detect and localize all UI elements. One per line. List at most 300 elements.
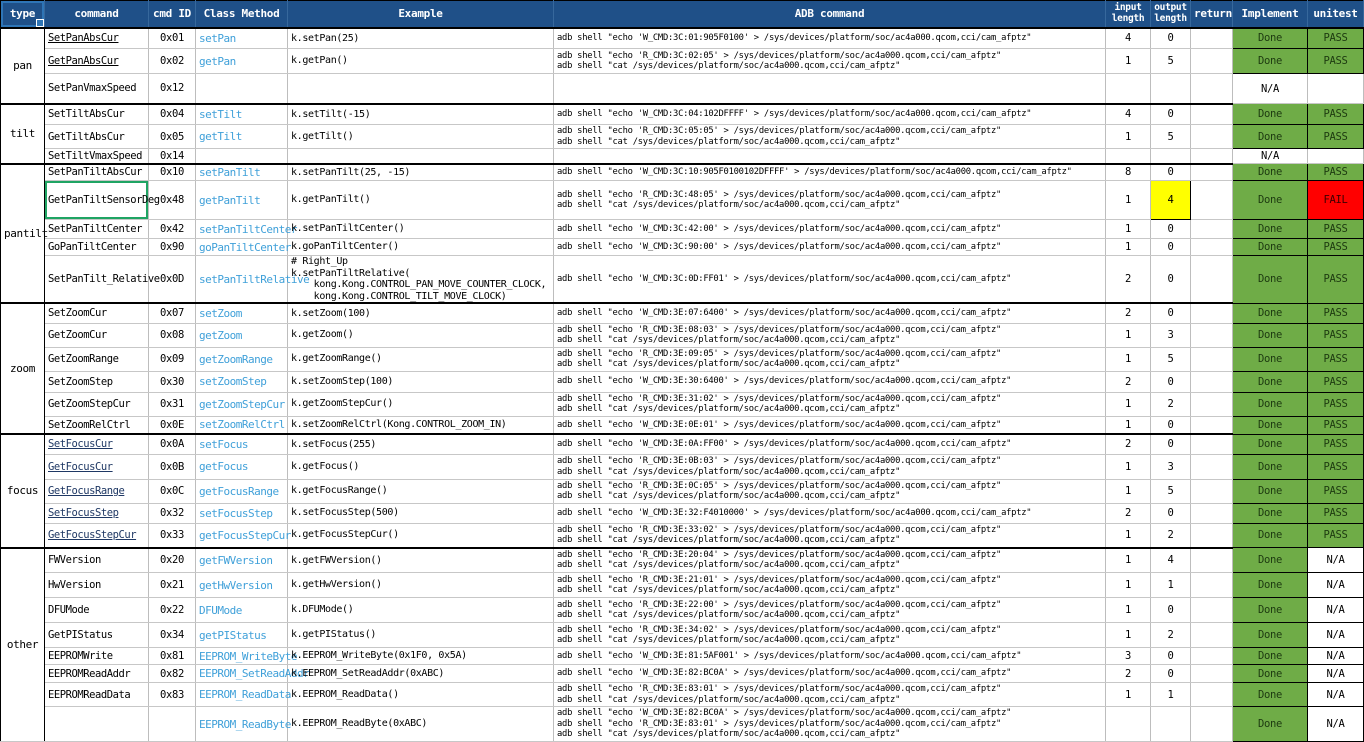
cell-cmd-id[interactable]: 0x20 — [149, 548, 196, 573]
cell-adb-command[interactable]: adb shell "echo 'W_CMD:3C:01:905F0100' > /sys/devices/platform/soc/ac4a000.qcom,cci/cam_afptz" — [554, 28, 1106, 49]
cell-class-method[interactable]: getTilt — [196, 125, 288, 149]
cell-class-method[interactable]: setZoomRelCtrl — [196, 416, 288, 434]
cell-command[interactable]: SetZoomStep — [45, 371, 149, 392]
cell-unitest[interactable]: PASS — [1308, 392, 1364, 416]
cell-example[interactable]: # Right_Up k.setPanTiltRelative( kong.Kong.CONTROL_PAN_MOVE_COUNTER_CLOCK, kong.Kong.CONTROL_TILT_MOVE_CLOCK) — [288, 256, 554, 304]
cell-cmd-id[interactable]: 0x81 — [149, 648, 196, 665]
cell-implement[interactable]: Done — [1233, 665, 1308, 683]
cell-return[interactable] — [1191, 164, 1233, 181]
cell-type-other[interactable]: other — [1, 548, 45, 742]
cell-return[interactable] — [1191, 707, 1233, 742]
cell-input-length[interactable]: 4 — [1106, 104, 1151, 125]
cell-implement[interactable]: Done — [1233, 371, 1308, 392]
cell-implement[interactable]: Done — [1233, 479, 1308, 503]
column-header-unitest[interactable]: unitest — [1308, 1, 1364, 28]
cell-input-length[interactable]: 1 — [1106, 479, 1151, 503]
cell-input-length[interactable]: 1 — [1106, 573, 1151, 598]
column-header-type[interactable]: type — [1, 1, 45, 28]
cell-class-method[interactable]: getFWVersion — [196, 548, 288, 573]
cell-implement[interactable]: Done — [1233, 323, 1308, 347]
column-header-input-length[interactable]: input length — [1106, 1, 1151, 28]
cell-class-method[interactable]: DFUMode — [196, 598, 288, 623]
cell-unitest[interactable]: PASS — [1308, 371, 1364, 392]
cell-command[interactable]: SetZoomCur — [45, 303, 149, 323]
cell-unitest[interactable]: N/A — [1308, 665, 1364, 683]
cell-input-length[interactable]: 1 — [1106, 181, 1151, 220]
cell-cmd-id[interactable]: 0x0C — [149, 479, 196, 503]
cell-cmd-id[interactable]: 0x09 — [149, 347, 196, 371]
cell-return[interactable] — [1191, 665, 1233, 683]
cell-cmd-id[interactable]: 0x22 — [149, 598, 196, 623]
cell-return[interactable] — [1191, 648, 1233, 665]
cell-unitest[interactable]: N/A — [1308, 548, 1364, 573]
cell-implement[interactable]: Done — [1233, 392, 1308, 416]
cell-cmd-id[interactable]: 0x01 — [149, 28, 196, 49]
cell-implement[interactable]: Done — [1233, 239, 1308, 256]
cell-return[interactable] — [1191, 104, 1233, 125]
cell-unitest[interactable]: PASS — [1308, 104, 1364, 125]
cell-return[interactable] — [1191, 239, 1233, 256]
cell-cmd-id[interactable]: 0x82 — [149, 665, 196, 683]
cell-class-method[interactable] — [196, 74, 288, 104]
cell-return[interactable] — [1191, 256, 1233, 304]
cell-class-method[interactable]: getFocusRange — [196, 479, 288, 503]
cell-adb-command[interactable] — [554, 74, 1106, 104]
cell-example[interactable] — [288, 149, 554, 164]
cell-implement[interactable]: Done — [1233, 303, 1308, 323]
cell-return[interactable] — [1191, 181, 1233, 220]
cell-unitest[interactable]: PASS — [1308, 28, 1364, 49]
cell-adb-command[interactable]: adb shell "echo 'R_CMD:3E:08:03' > /sys/devices/platform/soc/ac4a000.qcom,cci/cam_afptz" adb shell "cat /sys/devices/platform/soc/ac4a000.qcom,cci/cam_afptz" — [554, 323, 1106, 347]
cell-output-length[interactable]: 2 — [1151, 523, 1191, 548]
cell-implement[interactable]: Done — [1233, 416, 1308, 434]
cell-example[interactable]: k.setZoomRelCtrl(Kong.CONTROL_ZOOM_IN) — [288, 416, 554, 434]
cell-command[interactable]: SetFocusCur — [45, 434, 149, 454]
cell-output-length[interactable]: 1 — [1151, 573, 1191, 598]
cell-unitest[interactable]: FAIL — [1308, 181, 1364, 220]
cell-class-method[interactable]: getPIStatus — [196, 623, 288, 648]
cell-example[interactable]: k.getFocusStepCur() — [288, 523, 554, 548]
cell-example[interactable]: k.getPan() — [288, 49, 554, 74]
cell-command[interactable]: EEPROMReadData — [45, 683, 149, 707]
cell-class-method[interactable]: getHwVersion — [196, 573, 288, 598]
cell-return[interactable] — [1191, 323, 1233, 347]
cell-input-length[interactable]: 2 — [1106, 665, 1151, 683]
cell-command[interactable]: SetTiltAbsCur — [45, 104, 149, 125]
cell-implement[interactable]: Done — [1233, 523, 1308, 548]
cell-return[interactable] — [1191, 683, 1233, 707]
cell-implement[interactable]: Done — [1233, 220, 1308, 239]
cell-return[interactable] — [1191, 74, 1233, 104]
cell-implement[interactable]: Done — [1233, 49, 1308, 74]
cell-adb-command[interactable]: adb shell "echo 'R_CMD:3C:02:05' > /sys/devices/platform/soc/ac4a000.qcom,cci/cam_afptz" adb shell "cat /sys/devices/platform/soc/ac4a000.qcom,cci/cam_afptz" — [554, 49, 1106, 74]
cell-class-method[interactable]: EEPROM_ReadByte — [196, 707, 288, 742]
cell-unitest[interactable]: PASS — [1308, 239, 1364, 256]
cell-adb-command[interactable]: adb shell "echo 'R_CMD:3E:0C:05' > /sys/devices/platform/soc/ac4a000.qcom,cci/cam_afptz" adb shell "cat /sys/devices/platform/soc/ac4a000.qcom,cci/cam_afptz" — [554, 479, 1106, 503]
cell-example[interactable]: k.setTilt(-15) — [288, 104, 554, 125]
cell-output-length[interactable]: 5 — [1151, 125, 1191, 149]
cell-input-length[interactable] — [1106, 74, 1151, 104]
cell-command[interactable]: SetPanAbsCur — [45, 28, 149, 49]
cell-example[interactable]: k.EEPROM_WriteByte(0x1F0, 0x5A) — [288, 648, 554, 665]
cell-class-method[interactable]: setTilt — [196, 104, 288, 125]
cell-output-length[interactable]: 0 — [1151, 503, 1191, 523]
cell-return[interactable] — [1191, 303, 1233, 323]
cell-cmd-id[interactable]: 0x02 — [149, 49, 196, 74]
cell-input-length[interactable]: 1 — [1106, 323, 1151, 347]
cell-input-length[interactable]: 8 — [1106, 164, 1151, 181]
cell-command[interactable]: GetZoomStepCur — [45, 392, 149, 416]
cell-class-method[interactable] — [196, 149, 288, 164]
cell-implement[interactable]: Done — [1233, 598, 1308, 623]
cell-adb-command[interactable]: adb shell "echo 'R_CMD:3E:09:05' > /sys/devices/platform/soc/ac4a000.qcom,cci/cam_afptz" adb shell "cat /sys/devices/platform/soc/ac4a000.qcom,cci/cam_afptz" — [554, 347, 1106, 371]
cell-input-length[interactable]: 2 — [1106, 503, 1151, 523]
cell-output-length[interactable] — [1151, 74, 1191, 104]
cell-input-length[interactable]: 2 — [1106, 434, 1151, 454]
cell-adb-command[interactable]: adb shell "echo 'R_CMD:3E:22:00' > /sys/devices/platform/soc/ac4a000.qcom,cci/cam_afptz" adb shell "cat /sys/devices/platform/soc/ac4a000.qcom,cci/cam_afptz" — [554, 598, 1106, 623]
cell-unitest[interactable]: PASS — [1308, 347, 1364, 371]
cell-implement[interactable]: Done — [1233, 347, 1308, 371]
cell-cmd-id[interactable]: 0x0A — [149, 434, 196, 454]
cell-adb-command[interactable]: adb shell "echo 'R_CMD:3C:05:05' > /sys/devices/platform/soc/ac4a000.qcom,cci/cam_afptz" adb shell "cat /sys/devices/platform/soc/ac4a000.qcom,cci/cam_afptz" — [554, 125, 1106, 149]
cell-output-length[interactable]: 0 — [1151, 256, 1191, 304]
cell-implement[interactable]: Done — [1233, 164, 1308, 181]
cell-output-length[interactable]: 0 — [1151, 220, 1191, 239]
cell-output-length[interactable]: 4 — [1151, 181, 1191, 220]
cell-return[interactable] — [1191, 523, 1233, 548]
cell-example[interactable]: k.setPan(25) — [288, 28, 554, 49]
cell-input-length[interactable]: 1 — [1106, 683, 1151, 707]
cell-adb-command[interactable]: adb shell "echo 'W_CMD:3E:0A:FF00' > /sys/devices/platform/soc/ac4a000.qcom,cci/cam_afptz" — [554, 434, 1106, 454]
cell-return[interactable] — [1191, 28, 1233, 49]
cell-input-length[interactable]: 1 — [1106, 49, 1151, 74]
cell-input-length[interactable]: 4 — [1106, 28, 1151, 49]
column-header-command[interactable]: command — [45, 1, 149, 28]
cell-output-length[interactable]: 5 — [1151, 479, 1191, 503]
cell-example[interactable]: k.getZoom() — [288, 323, 554, 347]
cell-example[interactable]: k.getZoomRange() — [288, 347, 554, 371]
cell-command[interactable]: GetPanAbsCur — [45, 49, 149, 74]
cell-class-method[interactable]: getPanTilt — [196, 181, 288, 220]
cell-output-length[interactable]: 0 — [1151, 434, 1191, 454]
cell-implement[interactable]: Done — [1233, 623, 1308, 648]
cell-input-length[interactable]: 1 — [1106, 523, 1151, 548]
cell-unitest[interactable]: PASS — [1308, 503, 1364, 523]
cell-output-length[interactable] — [1151, 707, 1191, 742]
cell-type-zoom[interactable]: zoom — [1, 303, 45, 434]
cell-class-method[interactable]: getZoomRange — [196, 347, 288, 371]
cell-cmd-id[interactable]: 0x34 — [149, 623, 196, 648]
cell-output-length[interactable]: 3 — [1151, 323, 1191, 347]
cell-class-method[interactable]: EEPROM_WriteByte — [196, 648, 288, 665]
cell-return[interactable] — [1191, 434, 1233, 454]
cell-command[interactable]: GetFocusRange — [45, 479, 149, 503]
cell-return[interactable] — [1191, 454, 1233, 479]
cell-command[interactable]: SetTiltVmaxSpeed — [45, 149, 149, 164]
column-header-output-length[interactable]: output length — [1151, 1, 1191, 28]
cell-adb-command[interactable]: adb shell "echo 'R_CMD:3E:33:02' > /sys/devices/platform/soc/ac4a000.qcom,cci/cam_afptz" adb shell "cat /sys/devices/platform/soc/ac4a000.qcom,cci/cam_afptz" — [554, 523, 1106, 548]
cell-example[interactable]: k.setZoom(100) — [288, 303, 554, 323]
cell-input-length[interactable]: 2 — [1106, 371, 1151, 392]
cell-unitest[interactable] — [1308, 74, 1364, 104]
cell-implement[interactable]: Done — [1233, 28, 1308, 49]
cell-output-length[interactable]: 0 — [1151, 164, 1191, 181]
cell-input-length[interactable]: 1 — [1106, 416, 1151, 434]
cell-implement[interactable]: Done — [1233, 503, 1308, 523]
cell-implement[interactable]: Done — [1233, 104, 1308, 125]
cell-type-focus[interactable]: focus — [1, 434, 45, 548]
cell-type-tilt[interactable]: tilt — [1, 104, 45, 164]
cell-unitest[interactable]: PASS — [1308, 256, 1364, 304]
cell-class-method[interactable]: setZoom — [196, 303, 288, 323]
cell-type-pan[interactable]: pan — [1, 28, 45, 104]
cell-class-method[interactable]: EEPROM_SetReadAddr — [196, 665, 288, 683]
cell-return[interactable] — [1191, 392, 1233, 416]
cell-output-length[interactable]: 0 — [1151, 416, 1191, 434]
cell-cmd-id[interactable]: 0x33 — [149, 523, 196, 548]
cell-input-length[interactable]: 1 — [1106, 239, 1151, 256]
cell-adb-command[interactable]: adb shell "echo 'W_CMD:3E:82:BC0A' > /sys/devices/platform/soc/ac4a000.qcom,cci/cam_afptz" — [554, 665, 1106, 683]
cell-implement[interactable]: N/A — [1233, 149, 1308, 164]
cell-implement[interactable]: Done — [1233, 454, 1308, 479]
cell-adb-command[interactable]: adb shell "echo 'W_CMD:3C:10:905F0100102DFFFF' > /sys/devices/platform/soc/ac4a000.qcom,cci/cam_afptz" — [554, 164, 1106, 181]
cell-input-length[interactable] — [1106, 149, 1151, 164]
cell-command[interactable]: SetFocusStep — [45, 503, 149, 523]
cell-implement[interactable]: Done — [1233, 434, 1308, 454]
cell-cmd-id[interactable]: 0x30 — [149, 371, 196, 392]
cell-unitest[interactable]: N/A — [1308, 573, 1364, 598]
cell-output-length[interactable]: 0 — [1151, 303, 1191, 323]
cell-adb-command[interactable]: adb shell "echo 'R_CMD:3E:20:04' > /sys/devices/platform/soc/ac4a000.qcom,cci/cam_afptz" adb shell "cat /sys/devices/platform/soc/ac4a000.qcom,cci/cam_afptz" — [554, 548, 1106, 573]
cell-command[interactable]: EEPROMReadAddr — [45, 665, 149, 683]
cell-output-length[interactable]: 3 — [1151, 454, 1191, 479]
cell-class-method[interactable]: getPan — [196, 49, 288, 74]
cell-unitest[interactable] — [1308, 149, 1364, 164]
cell-cmd-id[interactable]: 0x31 — [149, 392, 196, 416]
cell-cmd-id[interactable]: 0x48 — [149, 181, 196, 220]
cell-example[interactable]: k.setFocus(255) — [288, 434, 554, 454]
cell-unitest[interactable]: N/A — [1308, 683, 1364, 707]
cell-return[interactable] — [1191, 548, 1233, 573]
cell-adb-command[interactable]: adb shell "echo 'W_CMD:3E:82:BC0A' > /sys/devices/platform/soc/ac4a000.qcom,cci/cam_afptz" adb shell "echo 'R_CMD:3E:83:01' > /sys/devices/platform/soc/ac4a000.qcom,cci/cam_afptz" adb shell "cat /sys/devices/platform/soc/ac4a000.qcom,cci/cam_afptz" — [554, 707, 1106, 742]
cell-input-length[interactable]: 1 — [1106, 347, 1151, 371]
cell-adb-command[interactable]: adb shell "echo 'R_CMD:3E:0B:03' > /sys/devices/platform/soc/ac4a000.qcom,cci/cam_afptz" adb shell "cat /sys/devices/platform/soc/ac4a000.qcom,cci/cam_afptz" — [554, 454, 1106, 479]
cell-example[interactable]: k.DFUMode() — [288, 598, 554, 623]
cell-adb-command[interactable]: adb shell "echo 'R_CMD:3E:34:02' > /sys/devices/platform/soc/ac4a000.qcom,cci/cam_afptz" adb shell "cat /sys/devices/platform/soc/ac4a000.qcom,cci/cam_afptz" — [554, 623, 1106, 648]
cell-output-length[interactable]: 5 — [1151, 347, 1191, 371]
cell-unitest[interactable]: PASS — [1308, 49, 1364, 74]
cell-unitest[interactable]: PASS — [1308, 125, 1364, 149]
cell-input-length[interactable]: 1 — [1106, 220, 1151, 239]
cell-class-method[interactable]: getZoomStepCur — [196, 392, 288, 416]
cell-example[interactable]: k.EEPROM_SetReadAddr(0xABC) — [288, 665, 554, 683]
cell-command[interactable] — [45, 707, 149, 742]
cell-cmd-id[interactable]: 0x32 — [149, 503, 196, 523]
cell-implement[interactable]: Done — [1233, 683, 1308, 707]
cell-unitest[interactable]: PASS — [1308, 434, 1364, 454]
cell-implement[interactable]: N/A — [1233, 74, 1308, 104]
cell-type-pantilt[interactable]: pantilt — [1, 164, 45, 304]
cell-cmd-id[interactable]: 0x10 — [149, 164, 196, 181]
cell-adb-command[interactable]: adb shell "echo 'R_CMD:3E:83:01' > /sys/devices/platform/soc/ac4a000.qcom,cci/cam_afptz" adb shell "cat /sys/devices/platform/soc/ac4a000.qcom,cci/cam_afptz" — [554, 683, 1106, 707]
cell-implement[interactable]: Done — [1233, 707, 1308, 742]
cell-unitest[interactable]: N/A — [1308, 648, 1364, 665]
cell-cmd-id[interactable]: 0x08 — [149, 323, 196, 347]
cell-unitest[interactable]: PASS — [1308, 220, 1364, 239]
cell-example[interactable]: k.setFocusStep(500) — [288, 503, 554, 523]
cell-input-length[interactable]: 1 — [1106, 598, 1151, 623]
cell-output-length[interactable]: 0 — [1151, 648, 1191, 665]
cell-class-method[interactable]: setPanTilt — [196, 164, 288, 181]
cell-adb-command[interactable]: adb shell "echo 'W_CMD:3E:81:5AF001' > /sys/devices/platform/soc/ac4a000.qcom,cci/cam_afptz" — [554, 648, 1106, 665]
cell-cmd-id[interactable]: 0x42 — [149, 220, 196, 239]
cell-unitest[interactable]: PASS — [1308, 523, 1364, 548]
cell-class-method[interactable]: setFocusStep — [196, 503, 288, 523]
cell-output-length[interactable]: 0 — [1151, 665, 1191, 683]
cell-command[interactable]: DFUMode — [45, 598, 149, 623]
cell-output-length[interactable]: 4 — [1151, 548, 1191, 573]
cell-input-length[interactable]: 1 — [1106, 392, 1151, 416]
cell-input-length[interactable]: 3 — [1106, 648, 1151, 665]
column-header-class-method[interactable]: Class Method — [196, 1, 288, 28]
cell-output-length[interactable]: 0 — [1151, 598, 1191, 623]
cell-class-method[interactable]: goPanTiltCenter — [196, 239, 288, 256]
cell-example[interactable]: k.setZoomStep(100) — [288, 371, 554, 392]
column-header-example[interactable]: Example — [288, 1, 554, 28]
cell-unitest[interactable]: PASS — [1308, 164, 1364, 181]
cell-command[interactable]: SetZoomRelCtrl — [45, 416, 149, 434]
cell-adb-command[interactable] — [554, 149, 1106, 164]
cell-implement[interactable]: Done — [1233, 125, 1308, 149]
cell-implement[interactable]: Done — [1233, 181, 1308, 220]
cell-cmd-id[interactable]: 0x0E — [149, 416, 196, 434]
cell-class-method[interactable]: EEPROM_ReadData — [196, 683, 288, 707]
cell-cmd-id[interactable]: 0x04 — [149, 104, 196, 125]
cell-unitest[interactable]: N/A — [1308, 598, 1364, 623]
cell-class-method[interactable]: getFocus — [196, 454, 288, 479]
cell-class-method[interactable]: getZoom — [196, 323, 288, 347]
cell-command[interactable]: SetPanVmaxSpeed — [45, 74, 149, 104]
cell-output-length[interactable]: 0 — [1151, 371, 1191, 392]
cell-example[interactable]: k.getPIStatus() — [288, 623, 554, 648]
cell-command[interactable]: GetPanTiltSensorDeg — [45, 181, 149, 220]
cell-input-length[interactable]: 1 — [1106, 548, 1151, 573]
cell-example[interactable]: k.setPanTiltCenter() — [288, 220, 554, 239]
cell-command[interactable]: SetPanTiltCenter — [45, 220, 149, 239]
cell-example[interactable]: k.EEPROM_ReadByte(0xABC) — [288, 707, 554, 742]
cell-cmd-id[interactable]: 0x90 — [149, 239, 196, 256]
cell-return[interactable] — [1191, 149, 1233, 164]
cell-class-method[interactable]: setFocus — [196, 434, 288, 454]
cell-cmd-id[interactable]: 0x14 — [149, 149, 196, 164]
cell-command[interactable]: GetZoomRange — [45, 347, 149, 371]
cell-return[interactable] — [1191, 347, 1233, 371]
cell-adb-command[interactable]: adb shell "echo 'W_CMD:3C:90:00' > /sys/devices/platform/soc/ac4a000.qcom,cci/cam_afptz" — [554, 239, 1106, 256]
column-header-implement[interactable]: Implement — [1233, 1, 1308, 28]
cell-output-length[interactable]: 2 — [1151, 623, 1191, 648]
cell-return[interactable] — [1191, 623, 1233, 648]
cell-command[interactable]: GetTiltAbsCur — [45, 125, 149, 149]
cell-example[interactable]: k.getFWVersion() — [288, 548, 554, 573]
cell-return[interactable] — [1191, 479, 1233, 503]
cell-command[interactable]: EEPROMWrite — [45, 648, 149, 665]
cell-adb-command[interactable]: adb shell "echo 'W_CMD:3C:0D:FF01' > /sys/devices/platform/soc/ac4a000.qcom,cci/cam_afptz" — [554, 256, 1106, 304]
cell-example[interactable]: k.EEPROM_ReadData() — [288, 683, 554, 707]
cell-example[interactable] — [288, 74, 554, 104]
cell-adb-command[interactable]: adb shell "echo 'W_CMD:3E:0E:01' > /sys/devices/platform/soc/ac4a000.qcom,cci/cam_afptz" — [554, 416, 1106, 434]
cell-class-method[interactable]: setPanTiltRelative — [196, 256, 288, 304]
cell-output-length[interactable]: 5 — [1151, 49, 1191, 74]
cell-unitest[interactable]: N/A — [1308, 707, 1364, 742]
cell-output-length[interactable]: 0 — [1151, 28, 1191, 49]
cell-example[interactable]: k.getPanTilt() — [288, 181, 554, 220]
cell-cmd-id[interactable]: 0x0B — [149, 454, 196, 479]
cell-input-length[interactable] — [1106, 707, 1151, 742]
cell-return[interactable] — [1191, 598, 1233, 623]
cell-input-length[interactable]: 1 — [1106, 125, 1151, 149]
cell-command[interactable]: SetPanTilt_Relative — [45, 256, 149, 304]
column-header-adb-command[interactable]: ADB command — [554, 1, 1106, 28]
column-header-return[interactable]: return — [1191, 1, 1233, 28]
cell-unitest[interactable]: PASS — [1308, 454, 1364, 479]
cell-command[interactable]: FWVersion — [45, 548, 149, 573]
cell-unitest[interactable]: N/A — [1308, 623, 1364, 648]
cell-implement[interactable]: Done — [1233, 573, 1308, 598]
cell-command[interactable]: HwVersion — [45, 573, 149, 598]
cell-cmd-id[interactable]: 0x0D — [149, 256, 196, 304]
cell-unitest[interactable]: PASS — [1308, 416, 1364, 434]
cell-implement[interactable]: Done — [1233, 648, 1308, 665]
cell-class-method[interactable]: getFocusStepCur — [196, 523, 288, 548]
cell-example[interactable]: k.getZoomStepCur() — [288, 392, 554, 416]
cell-command[interactable]: GetZoomCur — [45, 323, 149, 347]
cell-command[interactable]: SetPanTiltAbsCur — [45, 164, 149, 181]
cell-command[interactable]: GetPIStatus — [45, 623, 149, 648]
cell-class-method[interactable]: setPan — [196, 28, 288, 49]
cell-unitest[interactable]: PASS — [1308, 479, 1364, 503]
cell-cmd-id[interactable] — [149, 707, 196, 742]
cell-return[interactable] — [1191, 49, 1233, 74]
cell-return[interactable] — [1191, 220, 1233, 239]
cell-output-length[interactable] — [1151, 149, 1191, 164]
cell-example[interactable]: k.setPanTilt(25, -15) — [288, 164, 554, 181]
cell-example[interactable]: k.getHwVersion() — [288, 573, 554, 598]
cell-adb-command[interactable]: adb shell "echo 'W_CMD:3C:04:102DFFFF' > /sys/devices/platform/soc/ac4a000.qcom,cci/cam_afptz" — [554, 104, 1106, 125]
cell-adb-command[interactable]: adb shell "echo 'R_CMD:3C:48:05' > /sys/devices/platform/soc/ac4a000.qcom,cci/cam_afptz" adb shell "cat /sys/devices/platform/soc/ac4a000.qcom,cci/cam_afptz" — [554, 181, 1106, 220]
cell-cmd-id[interactable]: 0x07 — [149, 303, 196, 323]
cell-output-length[interactable]: 1 — [1151, 683, 1191, 707]
cell-cmd-id[interactable]: 0x21 — [149, 573, 196, 598]
cell-example[interactable]: k.getFocusRange() — [288, 479, 554, 503]
cell-input-length[interactable]: 1 — [1106, 454, 1151, 479]
cell-return[interactable] — [1191, 371, 1233, 392]
cell-return[interactable] — [1191, 503, 1233, 523]
cell-adb-command[interactable]: adb shell "echo 'R_CMD:3E:31:02' > /sys/devices/platform/soc/ac4a000.qcom,cci/cam_afptz" adb shell "cat /sys/devices/platform/soc/ac4a000.qcom,cci/cam_afptz" — [554, 392, 1106, 416]
cell-example[interactable]: k.getTilt() — [288, 125, 554, 149]
cell-command[interactable]: GetFocusCur — [45, 454, 149, 479]
cell-return[interactable] — [1191, 573, 1233, 598]
column-header-cmd-id[interactable]: cmd ID — [149, 1, 196, 28]
cell-output-length[interactable]: 2 — [1151, 392, 1191, 416]
cell-cmd-id[interactable]: 0x05 — [149, 125, 196, 149]
cell-example[interactable]: k.goPanTiltCenter() — [288, 239, 554, 256]
cell-input-length[interactable]: 1 — [1106, 623, 1151, 648]
cell-return[interactable] — [1191, 125, 1233, 149]
cell-return[interactable] — [1191, 416, 1233, 434]
cell-input-length[interactable]: 2 — [1106, 303, 1151, 323]
cell-unitest[interactable]: PASS — [1308, 303, 1364, 323]
cell-example[interactable]: k.getFocus() — [288, 454, 554, 479]
